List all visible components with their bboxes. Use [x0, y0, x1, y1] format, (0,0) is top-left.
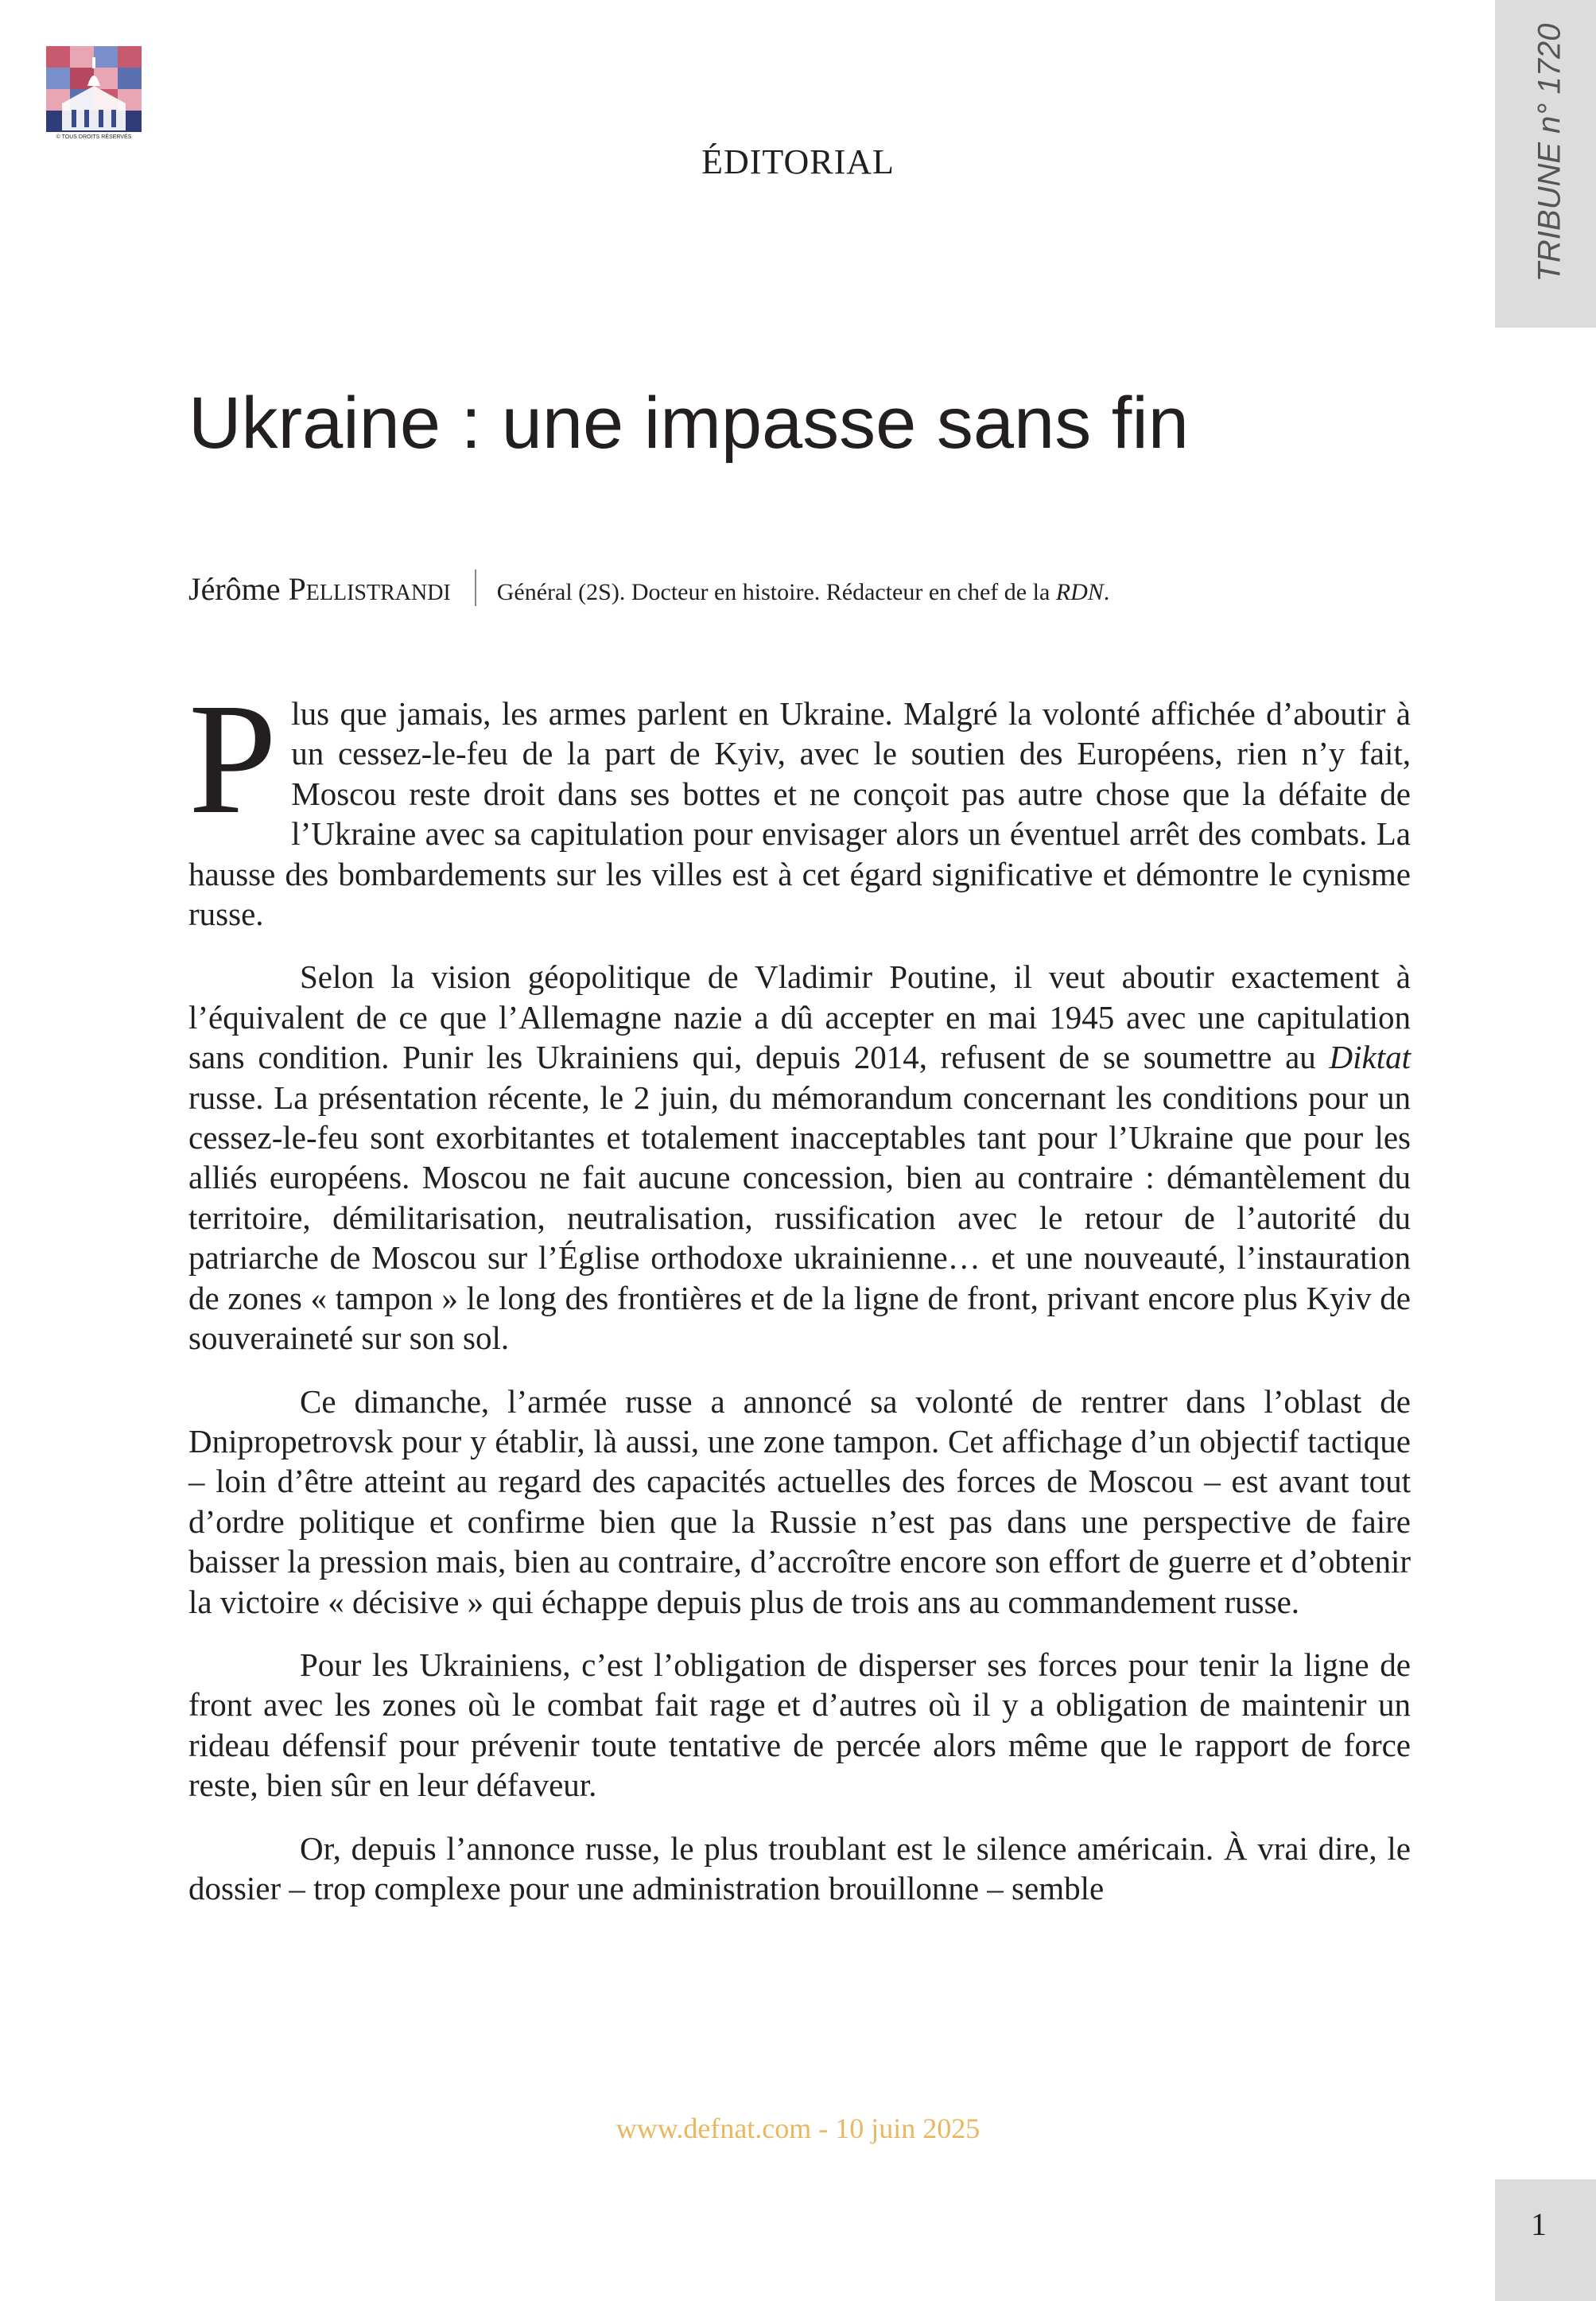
footer-url-date[interactable]: www.defnat.com - 10 juin 2025: [615, 2112, 981, 2144]
article-title: Ukraine : une impasse sans fin: [188, 383, 1189, 464]
paragraph-3: Ce dimanche, l’armée russe a annoncé sa volonté de rentrer dans l’oblast de Dnipropetrovsk pour y établir, là aussi, une zone tampon. Cet affichage d’un objectif tactique – loin d’être atteint au regard des capacités actuelles des forces de Moscou – est avant tout d’ordre politique et confirme bien que la Russie n’est pas dans une perspective de faire baisser la pression mais, bien au contraire, d’accroître encore son effort de guerre et d’obtenir la victoire « décisive » qui échappe depuis plus de trois ans au commandement russe.: [188, 1382, 1411, 1620]
author-desc-text: Général (2S). Docteur en histoire. Rédacteur en chef de la: [496, 579, 1056, 605]
paragraph-2-text-b: russe. La présentation récente, le 2 juin, du mémorandum concernant les conditions pour un cessez-le-feu sont exorbitantes et totalement inacceptables tant pour l’Ukraine que pour les alliés européens. Moscou ne fait aucune concession, bien au contraire : démantèlement du territoire, démilitarisation, neutralisation, russification avec le retour de l’autorité du patriarche de Moscou sur l’Église orthodoxe ukrainienne… et une nouveauté, l’instauration de zones « tampon » le long des frontières et de la ligne de front, privant encore plus Kyiv de souveraineté sur son sol.: [188, 1079, 1411, 1357]
page-number: 1: [1531, 2206, 1547, 2242]
article-body: [188, 671, 1411, 1931]
drop-cap: P: [188, 671, 278, 847]
tribune-number: TRIBUNE n° 1720: [1532, 23, 1567, 282]
paragraph-4: Pour les Ukrainiens, c’est l’obligation de disperser ses forces pour tenir la ligne de front avec les zones où le combat fait rage et d’autres où il y a obligation de maintenir un rideau défensif pour prévenir toute tentative de percée alors même que le rapport de force reste, bien sûr en leur défaveur.: [188, 1646, 1411, 1804]
logo-graphic: [46, 46, 142, 140]
author-last-name: Pellistrandi: [288, 571, 451, 607]
paragraph-1: [188, 671, 1411, 934]
author-first-name: Jérôme: [188, 571, 289, 607]
paragraph-5: Or, depuis l’annonce russe, le plus troublant est le silence américain. À vrai dire, le dossier – trop complexe pour une administration brouillonne – semble: [188, 1829, 1411, 1906]
paragraph-2: [188, 957, 1411, 1358]
logo-caption: © TOUS DROITS RÉSERVÉS: [56, 134, 132, 140]
byline-divider: [475, 569, 476, 606]
author-desc-rdn: RDN: [1055, 579, 1104, 605]
author-desc-end: .: [1103, 579, 1110, 605]
byline: [188, 569, 1109, 608]
section-label: ÉDITORIAL: [701, 142, 895, 181]
paragraph-2-text-a: Selon la vision géopolitique de Vladimir Poutine, il veut aboutir exactement à l’équivalent de ce que l’Allemagne nazie a dû accepter en mai 1945 avec une capitulation sans condition. Punir les Ukrainiens qui, depuis 2014, refusent de se soumettre au: [188, 958, 1411, 1076]
paragraph-2-diktat: Diktat: [1329, 1039, 1411, 1076]
author-description: [497, 579, 1110, 605]
paragraph-1-text: lus que jamais, les armes parlent en Ukraine. Malgré la volonté affichée d’aboutir à un cessez-le-feu de la part de Kyiv, avec le soutien des Européens, rien n’y fait, Moscou reste droit dans ses bottes et ne conçoit pas autre chose que la défaite de l’Ukraine avec sa capitulation pour envisager alors un éventuel arrêt des combats. La hausse des bombardements sur les villes est à cet égard significative et démontre le cynisme russe.: [188, 695, 1411, 933]
rdn-logo: [46, 46, 142, 140]
